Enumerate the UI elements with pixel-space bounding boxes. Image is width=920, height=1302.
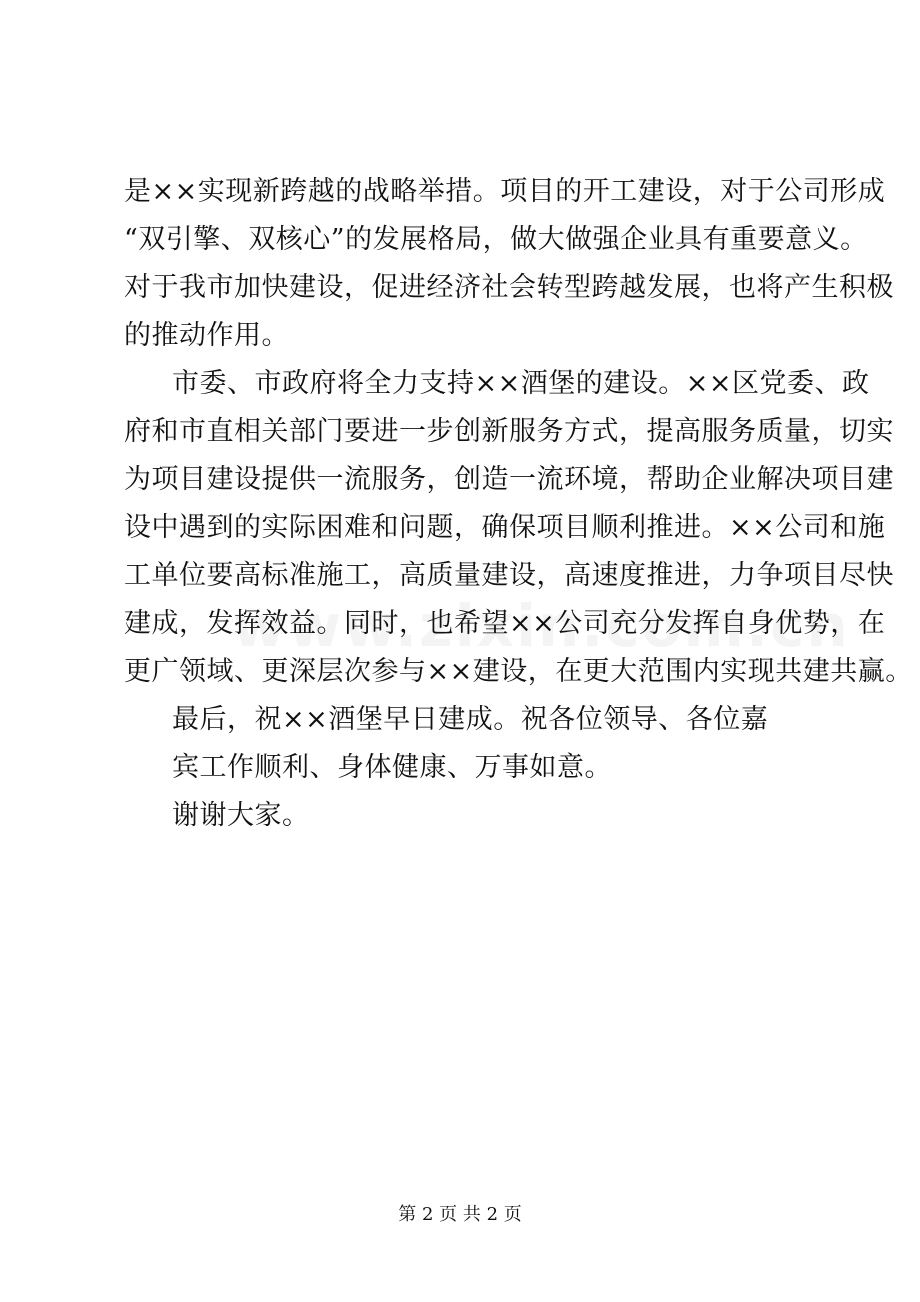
paragraph-line: 府和市直相关部门要进一步创新服务方式，提高服务质量，切实	[124, 416, 894, 447]
paragraph-line: 设中遇到的实际困难和问题，确保项目顺利推进。××公司和施	[124, 512, 886, 543]
paragraph-line: 的推动作用。	[124, 320, 289, 351]
paragraph-line: 工单位要高标准施工，高质量建设，高速度推进，力争项目尽快	[124, 560, 894, 591]
paragraph-line: 是××实现新跨越的战略举措。项目的开工建设，对于公司形成	[124, 176, 886, 207]
paragraph-line: 建成，发挥效益。同时，也希望××公司充分发挥自身优势，在	[124, 608, 886, 639]
paragraph-line: 市委、市政府将全力支持××酒堡的建设。××区党委、政	[172, 368, 870, 399]
paragraph-line: 宾工作顺利、身体健康、万事如意。	[172, 752, 612, 783]
page-number-footer: 第 2 页 共 2 页	[398, 1204, 522, 1225]
paragraph-line: 最后，祝××酒堡早日建成。祝各位领导、各位嘉	[172, 704, 769, 735]
paragraph-line: 为项目建设提供一流服务，创造一流环境，帮助企业解决项目建	[124, 464, 894, 495]
paragraph-line: 谢谢大家。	[172, 800, 310, 831]
paragraph-line: “双引擎、双核心”的发展格局，做大做强企业具有重要意义。	[124, 224, 868, 255]
paragraph-line: 更广领域、更深层次参与××建设，在更大范围内实现共建共赢。	[124, 656, 913, 687]
document-body	[124, 168, 913, 840]
paragraph-line: 对于我市加快建设，促进经济社会转型跨越发展，也将产生积极	[124, 272, 894, 303]
